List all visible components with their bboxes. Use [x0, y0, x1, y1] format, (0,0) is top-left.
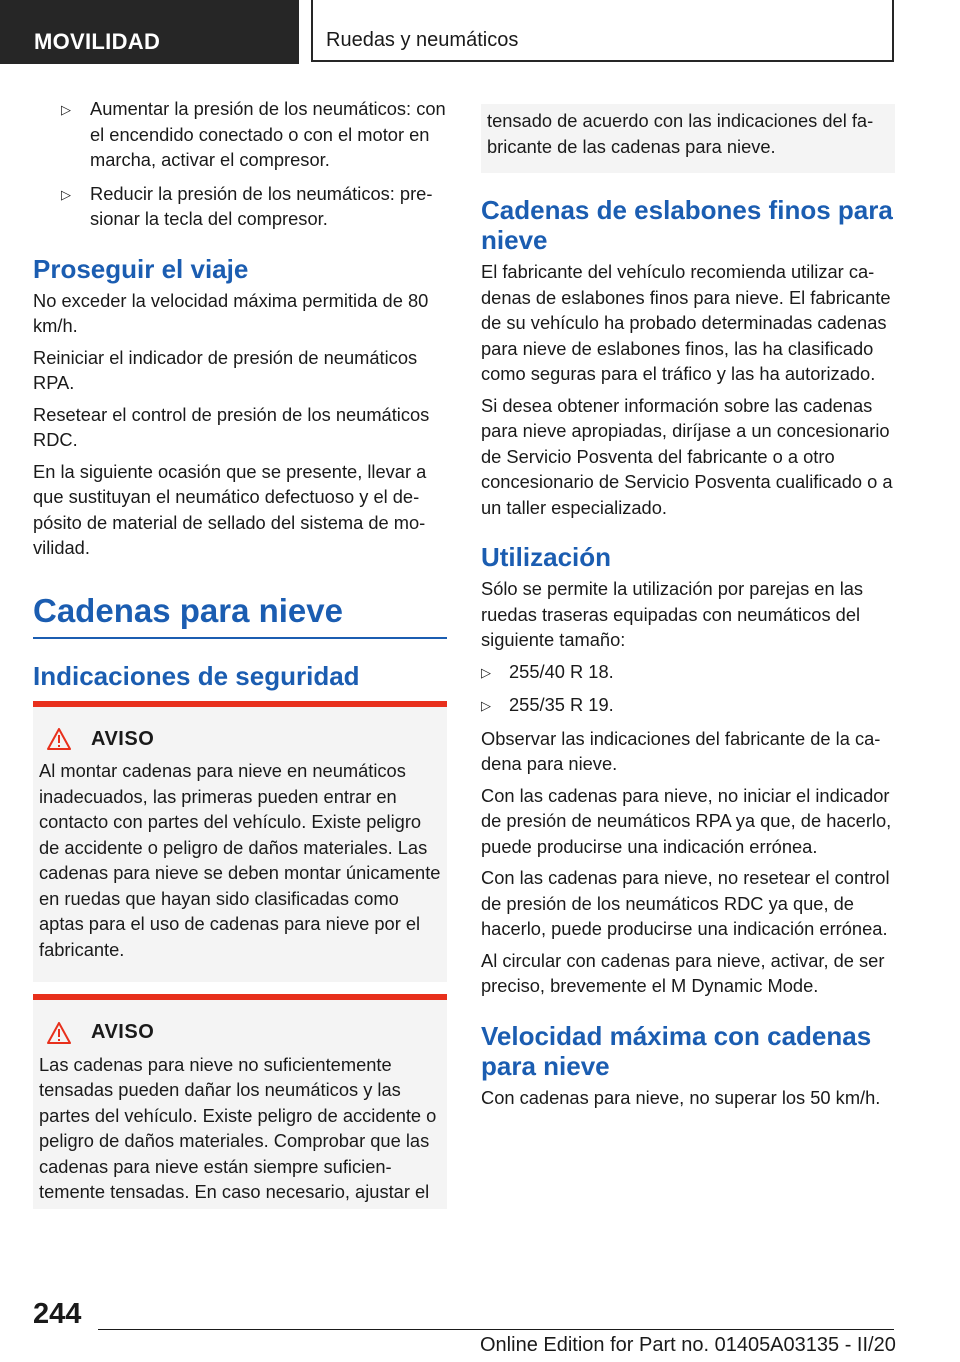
- section-title-fine-chains: Cadenas de eslabones finos para nieve: [481, 195, 893, 255]
- paragraph: Observar las indicaciones del fabricante de la cadena para nieve.: [481, 727, 881, 774]
- header-section-label: MOVILIDAD: [34, 29, 161, 54]
- list-item: [33, 181, 447, 232]
- paragraph: Con las cadenas para nieve, no iniciar el indicador de presión de neumáticos RPA ya que, de hacerlo, puede producirse una indicación errónea.: [481, 784, 892, 857]
- header-chapter-label: Ruedas y neumáticos: [326, 29, 519, 51]
- triangle-right-icon: ▷: [61, 186, 71, 202]
- warning-triangle-icon: [47, 1022, 71, 1044]
- paragraph: Con las cadenas para nieve, no resetear el control de presión de los neumáticos RDC ya que, de hacerlo, puede producirse una indicación errónea.: [481, 867, 890, 939]
- paragraph: Sólo se permite la utilización por parejas en las ruedas traseras equipadas con neumáticos del siguiente tamaño:: [481, 578, 864, 650]
- warning-header: [39, 1020, 441, 1046]
- right-column: [481, 104, 895, 1116]
- left-column: [33, 96, 447, 1219]
- list-item: [33, 96, 447, 173]
- list-item-text: 255/40 R 18.: [509, 660, 614, 682]
- section-title-proseguir: Proseguir el viaje: [33, 253, 249, 284]
- warning-text: Al montar cadenas para nieve en neumáticos inadecuados, las primeras pueden entrar en contacto con partes del vehículo. Existe peligro de accidente o peligro de daños materiales. Las cadenas para nieve se deben montar únicamente en ruedas que hayan sido clasificadas como aptas para el uso de cadenas para nieve por el fabricante.: [39, 760, 441, 960]
- warning-box-continued: [481, 104, 895, 173]
- warning-title: AVISO: [91, 727, 155, 750]
- paragraph: Reiniciar el indicador de presión de neumáticos RPA.: [33, 346, 418, 393]
- paragraph: Con cadenas para nieve, no superar los 50 km/h.: [481, 1086, 881, 1108]
- warning-box: [33, 701, 447, 983]
- warning-text: Las cadenas para nieve no suficientemente tensadas pueden dañar los neumáticos y las partes del vehículo. Existe peligro de accidente o peligro de daños materiales. Comprobar que las cadenas para nieve están siempre suficientemente tensadas. En caso necesario, ajustar el: [39, 1053, 437, 1202]
- section-title-safety: Indicaciones de seguridad: [33, 660, 360, 691]
- list-item-text: Aumentar la presión de los neumáticos: con el encendido conectado o con el motor en marcha, activar el compresor.: [90, 98, 446, 170]
- list-item: [481, 692, 895, 718]
- paragraph: Resetear el control de presión de los neumáticos RDC.: [33, 403, 430, 450]
- paragraph: Si desea obtener información sobre las cadenas para nieve apropiadas, diríjase a un concesionario de Servicio Posventa del fabricante o a otro concesionario de Servicio Posventa cualificado o a un taller especializado.: [481, 394, 893, 518]
- section-title-use: Utilización: [481, 542, 612, 572]
- page-number: 244: [33, 1298, 82, 1330]
- paragraph: No exceder la velocidad máxima permitida de 80 km/h.: [33, 289, 429, 336]
- footer-divider: [98, 1329, 894, 1330]
- section-title-speed: Velocidad máxima con cadenas para nieve: [481, 1020, 872, 1081]
- triangle-right-icon: ▷: [61, 102, 71, 117]
- paragraph: El fabricante del vehículo recomienda utilizar cadenas de eslabones finos para nieve. El fabricante de su vehículo ha probado determinadas cadenas para nieve de eslabones finos, las ha clasificado como seguras para el tráfico y las ha autorizado.: [481, 261, 891, 384]
- triangle-right-icon: ▷: [481, 664, 491, 680]
- list-item-text: Reducir la presión de los neumáticos: presionar la tecla del compresor.: [90, 182, 433, 229]
- warning-title: AVISO: [91, 1021, 155, 1043]
- triangle-right-icon: ▷: [481, 698, 491, 713]
- warning-header: [39, 727, 441, 753]
- paragraph: Al circular con cadenas para nieve, activar, de ser preciso, brevemente el M Dynamic Mode.: [481, 949, 885, 996]
- paragraph: En la siguiente ocasión que se presente, llevar a que sustituyan el neumático defectuoso y el depósito de material de sellado del sistema de movilidad.: [33, 460, 427, 558]
- list-item: [481, 659, 895, 685]
- warning-box: [33, 994, 447, 1209]
- footer-edition: Online Edition for Part no. 01405A03135 - II/20: [480, 1334, 896, 1356]
- list-item-text: 255/35 R 19.: [509, 694, 614, 715]
- warning-text: tensado de acuerdo con las indicaciones del fabricante de las cadenas para nieve.: [487, 110, 874, 157]
- chapter-title: Cadenas para nieve: [33, 591, 447, 639]
- warning-triangle-icon: [47, 728, 71, 750]
